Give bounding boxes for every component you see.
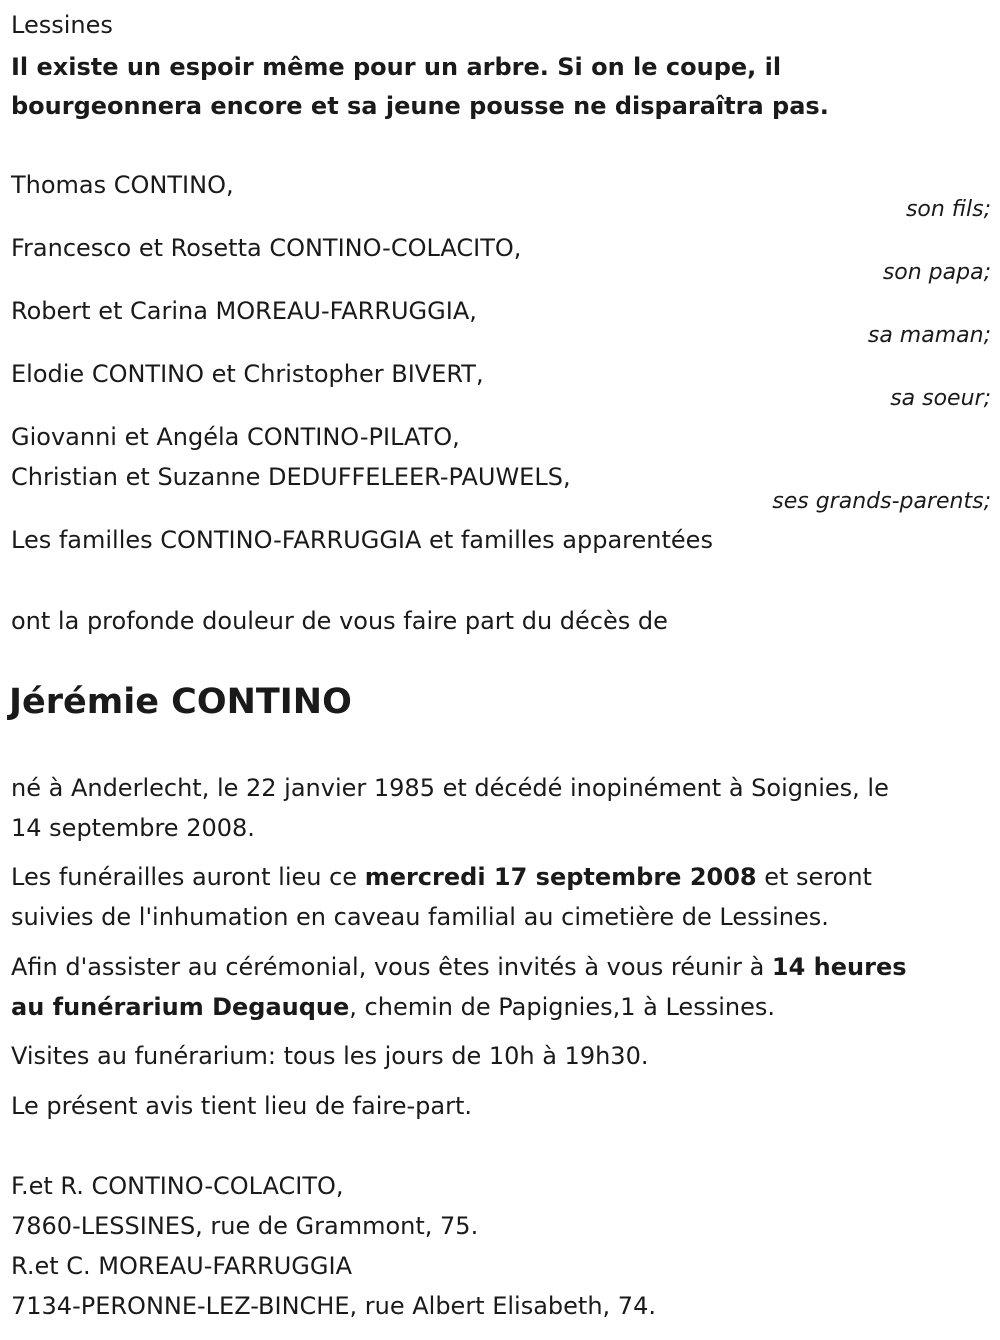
address-line-4: 7134-PERONNE-LEZ-BINCHE, rue Albert Elisabeth, 74. bbox=[11, 1292, 656, 1320]
deceased-name: Jérémie CONTINO bbox=[9, 682, 352, 722]
funeral-line-2: suivies de l'inhumation en caveau familial au cimetière de Lessines. bbox=[11, 903, 829, 931]
place-heading: Lessines bbox=[11, 11, 113, 39]
visits-text: Visites au funérarium: tous les jours de 10h à 19h30. bbox=[11, 1042, 649, 1070]
family-names-4: Elodie CONTINO et Christopher BIVERT, bbox=[11, 360, 484, 388]
ceremony-time: 14 heures bbox=[771, 953, 907, 981]
family-names-2: Francesco et Rosetta CONTINO-COLACITO, bbox=[11, 234, 522, 262]
family-role-6: ses grands-parents; bbox=[772, 489, 991, 514]
ceremony-place: au funérarium Degauque bbox=[11, 993, 350, 1021]
quote-line-2: bourgeonnera encore et sa jeune pousse ne disparaîtra pas. bbox=[11, 92, 829, 120]
family-names-7: Les familles CONTINO-FARRUGGIA et familles apparentées bbox=[11, 526, 713, 554]
family-role-2: son papa; bbox=[882, 260, 991, 285]
family-names-3: Robert et Carina MOREAU-FARRUGGIA, bbox=[11, 297, 477, 325]
family-names-1: Thomas CONTINO, bbox=[11, 171, 234, 199]
funeral-date: mercredi 17 septembre 2008 bbox=[364, 863, 757, 891]
family-role-1: son fils; bbox=[905, 197, 991, 222]
birth-death-line-1: né à Anderlecht, le 22 janvier 1985 et décédé inopinément à Soignies, le bbox=[11, 774, 889, 802]
announcement-text: ont la profonde douleur de vous faire part du décès de bbox=[11, 607, 668, 635]
funeral-line-1 bbox=[11, 862, 872, 892]
quote-line-1: Il existe un espoir même pour un arbre. Si on le coupe, il bbox=[11, 53, 782, 81]
ceremony-prefix: Afin d'assister au cérémonial, vous êtes invités à vous réunir à bbox=[11, 953, 772, 981]
family-role-3: sa maman; bbox=[867, 323, 991, 348]
family-names-5: Giovanni et Angéla CONTINO-PILATO, bbox=[11, 423, 460, 451]
address-line-3: R.et C. MOREAU-FARRUGGIA bbox=[11, 1252, 352, 1280]
address-line-2: 7860-LESSINES, rue de Grammont, 75. bbox=[11, 1212, 479, 1240]
notice-text: Le présent avis tient lieu de faire-part. bbox=[11, 1092, 473, 1120]
funeral-prefix: Les funérailles auront lieu ce bbox=[11, 863, 365, 891]
ceremony-line-1 bbox=[11, 952, 907, 982]
address-line-1: F.et R. CONTINO-COLACITO, bbox=[11, 1172, 344, 1200]
ceremony-suffix: , chemin de Papignies,1 à Lessines. bbox=[349, 993, 775, 1021]
birth-death-line-2: 14 septembre 2008. bbox=[11, 814, 255, 842]
family-names-6: Christian et Suzanne DEDUFFELEER-PAUWELS, bbox=[11, 463, 571, 491]
ceremony-line-2 bbox=[11, 992, 775, 1022]
family-role-4: sa soeur; bbox=[890, 386, 991, 411]
funeral-suffix: et seront bbox=[756, 863, 872, 891]
